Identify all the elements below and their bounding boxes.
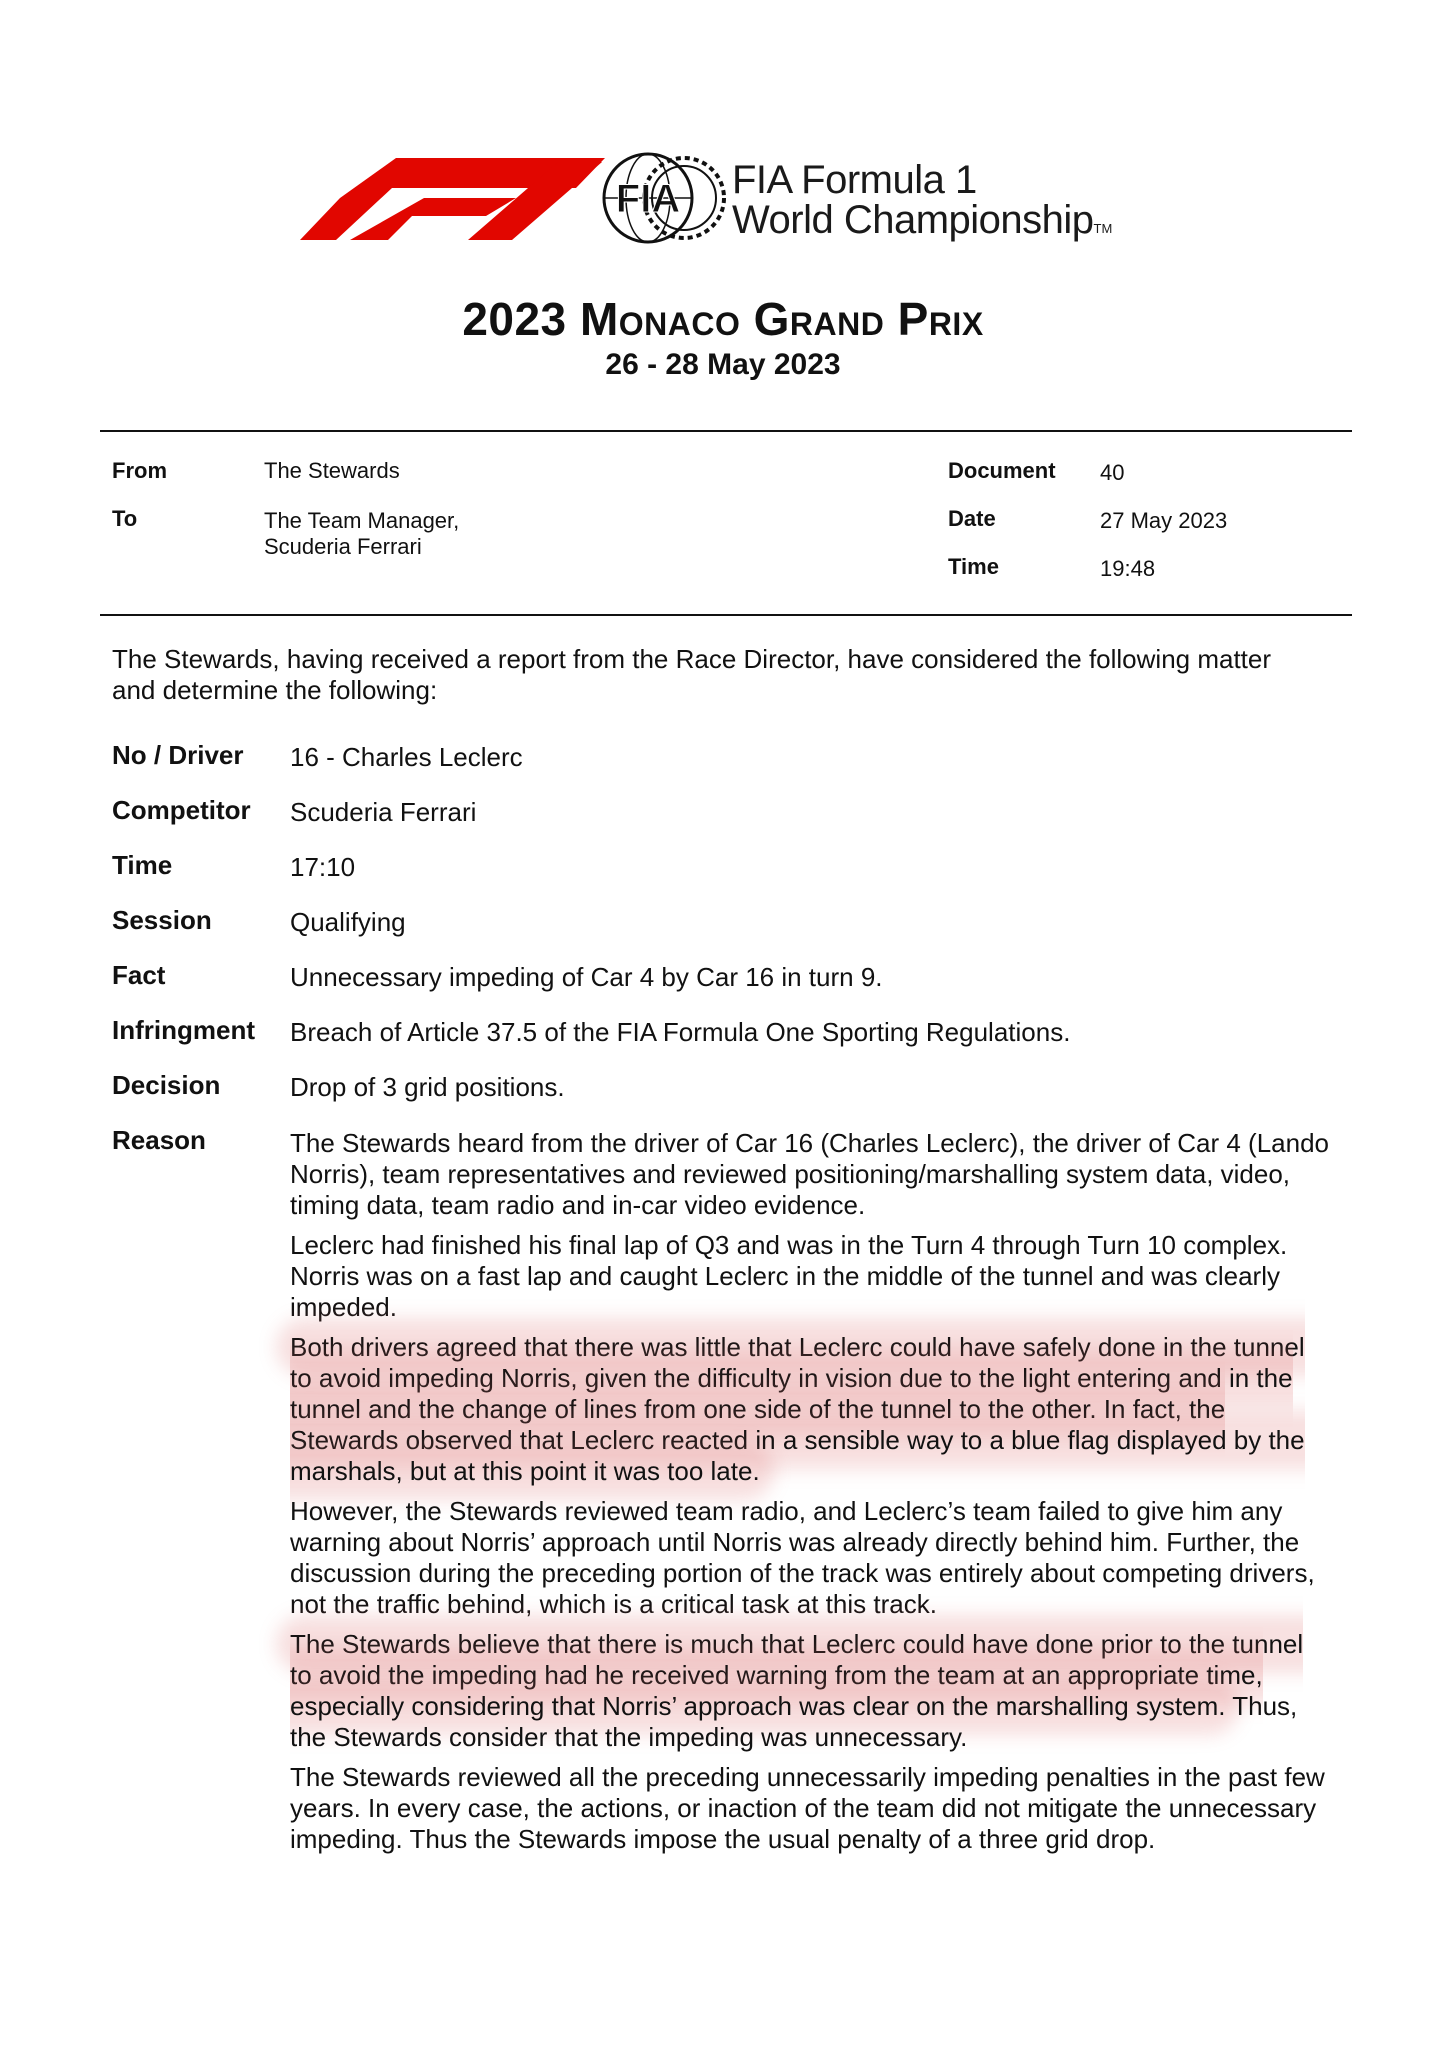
session-value: Qualifying [290, 907, 406, 937]
competitor-value: Scuderia Ferrari [290, 797, 477, 827]
header-divider-bottom [100, 614, 1352, 616]
reason-paragraph-3 [290, 1332, 1330, 1487]
fact-label: Fact [112, 960, 166, 990]
document-value: 40 [1100, 460, 1125, 485]
reason-paragraph-4: However, the Stewards reviewed team radio, and Leclerc’s team failed to give him any warning about Norris’ approach until Norris was already directly behind him. Further, the discussion during the preceding portion of the track was entirely about competing drivers, not the traffic behind, which is a critical task at this track. [290, 1496, 1315, 1619]
fact-value: Unnecessary impeding of Car 4 by Car 16 in turn 9. [290, 962, 883, 992]
brand-line-2-text: World Championship [732, 198, 1094, 242]
driver-value: 16 - Charles Leclerc [290, 742, 523, 772]
date-value: 27 May 2023 [1100, 508, 1228, 533]
to-value-line-2: Scuderia Ferrari [264, 534, 422, 559]
brand-line-1: FIA Formula 1 [732, 158, 977, 202]
session-label: Session [112, 905, 212, 935]
brand-line-2 [732, 200, 1112, 249]
from-label: From [112, 458, 167, 483]
reason-paragraph-2: Leclerc had finished his final lap of Q3 and was in the Turn 4 through Turn 10 complex. Norris was on a fast lap and caught Leclerc in the middle of the tunnel and was clearly impeded. [290, 1230, 1288, 1322]
time-field-label: Time [112, 850, 173, 880]
decision-value: Drop of 3 grid positions. [290, 1072, 565, 1102]
fia-logo-text: FIA [615, 177, 681, 221]
from-value: The Stewards [264, 458, 400, 483]
f1-logo [300, 158, 605, 240]
highlighted-passage-2: The Stewards believe that there is much that Leclerc could have done prior to the tunnel to avoid the impeding had he received warning from the team at an appropriate time, especially considering that Norris’ approach was clear on the marshalling system. [290, 1629, 1304, 1721]
trademark: TM [1093, 221, 1113, 236]
intro-text: The Stewards, having received a report from the Race Director, have considered the following matter and determine the following: [112, 644, 1272, 705]
reason-text [290, 1128, 1330, 1864]
event-dates: 26 - 28 May 2023 [605, 348, 841, 381]
time-value: 19:48 [1100, 556, 1156, 581]
reason-paragraph-6: The Stewards reviewed all the preceding unnecessarily impeding penalties in the past few years. In every case, the actions, or inaction of the team did not mitigate the unnecessary impeding. Thus the Stewards impose the usual penalty of a three grid drop. [290, 1762, 1325, 1854]
highlighted-passage-1: Both drivers agreed that there was little that Leclerc could have safely done in the tunnel to avoid impeding Norris, given the difficulty in vision due to the light entering and in the tunnel and the change of lines from one side of the tunnel to the other. In fact, the Stewards observed that Leclerc reacted in a sensible way to a blue flag displayed by the marshals, but at this point it was too late. [290, 1332, 1305, 1486]
infringement-label: Infringment [112, 1015, 255, 1045]
reason-paragraph-1: The Stewards heard from the driver of Car 16 (Charles Leclerc), the driver of Car 4 (Lando Norris), team representatives and reviewed positioning/marshalling system data, video, timing data, team radio and in-car video evidence. [290, 1128, 1330, 1220]
date-label: Date [948, 506, 996, 531]
fia-globe-logo [600, 150, 728, 246]
header-logos [300, 150, 1200, 260]
event-name: Monaco Grand Prix [579, 293, 984, 345]
championship-name [732, 160, 1112, 249]
decision-label: Decision [112, 1070, 221, 1100]
document-label: Document [948, 458, 1056, 483]
to-value [264, 508, 459, 560]
reason-paragraph-5-end: Thus, the Stewards consider that the impeding was unnecessary. [290, 1691, 1298, 1752]
to-value-line-1: The Team Manager, [264, 508, 460, 533]
time-label: Time [948, 554, 999, 579]
driver-label: No / Driver [112, 740, 244, 770]
reason-label: Reason [112, 1125, 206, 1155]
header-divider-top [100, 430, 1352, 432]
event-year: 2023 [462, 293, 567, 345]
to-label: To [112, 506, 138, 531]
time-field-value: 17:10 [290, 852, 356, 882]
infringement-value: Breach of Article 37.5 of the FIA Formula One Sporting Regulations. [290, 1017, 1071, 1047]
reason-paragraph-5 [290, 1629, 1330, 1753]
event-title [0, 292, 1446, 346]
competitor-label: Competitor [112, 795, 251, 825]
